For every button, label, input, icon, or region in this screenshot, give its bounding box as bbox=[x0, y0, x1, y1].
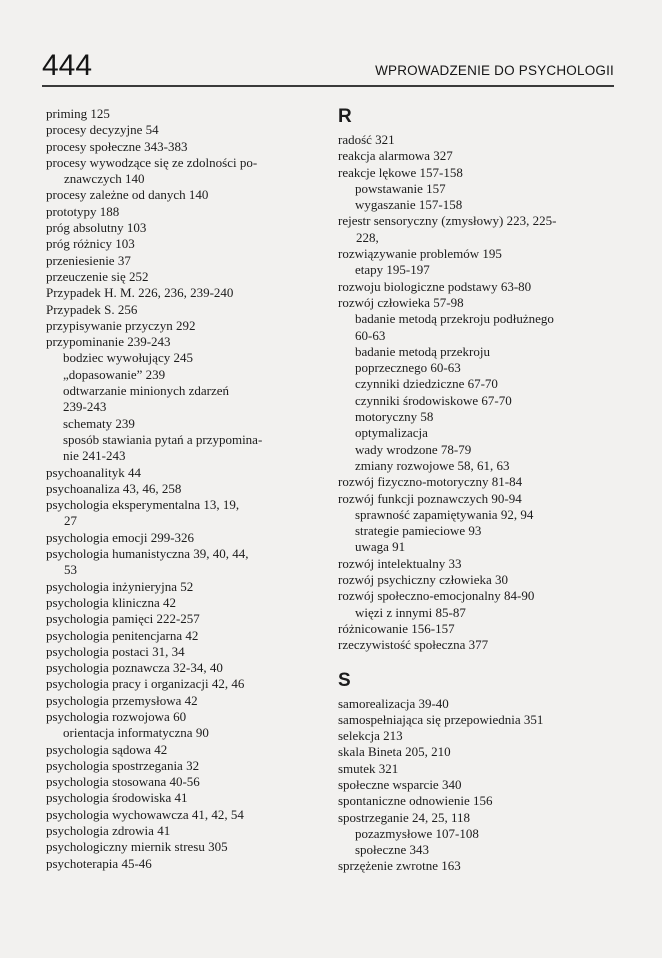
index-subentry: bodziec wywołujący 245 bbox=[63, 350, 193, 366]
index-entry: psychologia poznawcza 32-34, 40 bbox=[46, 660, 223, 676]
index-entry: próg absolutny 103 bbox=[46, 220, 147, 236]
index-subentry: 239-243 bbox=[63, 399, 107, 415]
index-entry: rejestr sensoryczny (zmysłowy) 223, 225- bbox=[338, 213, 557, 229]
index-subentry: czynniki dziedziczne 67-70 bbox=[355, 376, 498, 392]
index-subentry: orientacja informatyczna 90 bbox=[63, 725, 209, 741]
index-entry: psychologia penitencjarna 42 bbox=[46, 627, 199, 643]
index-entry: psychologia stosowana 40-56 bbox=[46, 774, 200, 790]
index-subentry: odtwarzanie minionych zdarzeń bbox=[63, 383, 230, 399]
index-entry: przeuczenie się 252 bbox=[46, 268, 149, 284]
index-subentry: poprzecznego 60-63 bbox=[355, 360, 461, 376]
index-entry: rozwój fizyczno-motoryczny 81-84 bbox=[338, 474, 523, 490]
index-entry: psychologia rozwojowa 60 bbox=[46, 708, 187, 724]
index-entry: reakcje lękowe 157-158 bbox=[338, 164, 463, 180]
index-column-right bbox=[338, 106, 614, 875]
index-subentry: badanie metodą przekroju podłużnego bbox=[355, 311, 554, 327]
index-entry: reakcja alarmowa 327 bbox=[338, 148, 453, 164]
index-entry: psychologia pracy i organizacji 42, 46 bbox=[46, 676, 245, 692]
index-entry: przypominanie 239-243 bbox=[46, 334, 171, 350]
index-entry-continuation: 27 bbox=[64, 513, 77, 529]
section-letter: R bbox=[338, 106, 352, 127]
index-entry: psychologia zdrowia 41 bbox=[46, 823, 171, 839]
index-subentry: schematy 239 bbox=[63, 415, 135, 431]
index-entry: spostrzeganie 24, 25, 118 bbox=[338, 809, 471, 825]
index-entry: sprzężenie zwrotne 163 bbox=[338, 858, 461, 874]
section-gap bbox=[338, 654, 614, 664]
index-entry: priming 125 bbox=[46, 106, 110, 121]
index-entry: przeniesienie 37 bbox=[46, 252, 131, 268]
index-entry: psychoterapia 45-46 bbox=[46, 855, 152, 871]
index-entry: selekcja 213 bbox=[338, 728, 403, 744]
index-entry: psychologiczny miernik stresu 305 bbox=[46, 839, 228, 855]
index-subentry: więzi z innymi 85-87 bbox=[355, 604, 466, 620]
index-subentry: powstawanie 157 bbox=[355, 180, 446, 196]
index-entry: samorealizacja 39-40 bbox=[338, 695, 449, 711]
index-entry: psychologia inżynieryjna 52 bbox=[46, 578, 194, 594]
index-entry: psychologia kliniczna 42 bbox=[46, 594, 176, 610]
index-entry: rozwój człowieka 57-98 bbox=[338, 294, 464, 310]
index-subentry: czynniki środowiskowe 67-70 bbox=[355, 392, 512, 408]
index-entry: psychologia środowiska 41 bbox=[46, 790, 188, 806]
index-entry: procesy społeczne 343-383 bbox=[46, 138, 188, 154]
index-entry: rozwój społeczno-emocjonalny 84-90 bbox=[338, 588, 535, 604]
index-entry: psychologia pamięci 222-257 bbox=[46, 611, 200, 627]
index-subentry: badanie metodą przekroju bbox=[355, 343, 490, 359]
index-entry-continuation: 53 bbox=[64, 562, 77, 578]
index-entry: skala Bineta 205, 210 bbox=[338, 744, 451, 760]
index-subentry: etapy 195-197 bbox=[355, 262, 430, 278]
index-entry: psychoanaliza 43, 46, 258 bbox=[46, 480, 182, 496]
index-column-left bbox=[46, 106, 318, 872]
index-entry: radość 321 bbox=[338, 132, 395, 147]
section-letter: S bbox=[338, 669, 351, 691]
index-entry: psychologia eksperymentalna 13, 19, bbox=[46, 497, 240, 513]
index-subentry: pozazmysłowe 107-108 bbox=[355, 825, 479, 841]
index-subentry: strategie pamieciowe 93 bbox=[355, 523, 482, 539]
index-subentry: społeczne 343 bbox=[355, 842, 430, 858]
index-entry: samospełniająca się przepowiednia 351 bbox=[338, 711, 544, 727]
header-rule bbox=[42, 85, 614, 87]
index-entry: psychologia spostrzegania 32 bbox=[46, 757, 200, 773]
index-entry: spontaniczne odnowienie 156 bbox=[338, 793, 493, 809]
index-subentry: uwaga 91 bbox=[355, 539, 406, 555]
index-entry: społeczne wsparcie 340 bbox=[338, 776, 462, 792]
index-subentry: wady wrodzone 78-79 bbox=[355, 441, 472, 457]
index-entry: Przypadek S. 256 bbox=[46, 301, 138, 317]
index-subentry: sprawność zapamiętywania 92, 94 bbox=[355, 506, 534, 522]
index-entry: rozwój psychiczny człowieka 30 bbox=[338, 572, 509, 588]
index-entry: psychologia humanistyczna 39, 40, 44, bbox=[46, 546, 249, 562]
index-entry: próg różnicy 103 bbox=[46, 236, 135, 252]
index-entry: procesy zależne od danych 140 bbox=[46, 187, 209, 203]
index-entry: rozwój intelektualny 33 bbox=[338, 555, 462, 571]
index-entry: psychologia wychowawcza 41, 42, 54 bbox=[46, 806, 244, 822]
index-entry-continuation: znawczych 140 bbox=[64, 171, 145, 187]
index-entry: psychologia postaci 31, 34 bbox=[46, 643, 185, 659]
index-entry: rozwiązywanie problemów 195 bbox=[338, 246, 502, 262]
index-entry-continuation: 228, bbox=[356, 229, 379, 245]
index-subentry: zmiany rozwojowe 58, 61, 63 bbox=[355, 457, 510, 473]
index-entry: różnicowanie 156-157 bbox=[338, 620, 455, 636]
running-head: WPROWADZENIE DO PSYCHOLOGII bbox=[375, 63, 614, 78]
page-number: 444 bbox=[42, 49, 93, 82]
index-entry: psychologia emocji 299-326 bbox=[46, 529, 195, 545]
index-entry: rozwój funkcji poznawczych 90-94 bbox=[338, 490, 522, 506]
index-subentry: „dopasowanie” 239 bbox=[63, 366, 166, 382]
index-entry: psychologia sądowa 42 bbox=[46, 741, 168, 757]
index-subentry: optymalizacja bbox=[355, 425, 428, 441]
index-entry: psychologia przemysłowa 42 bbox=[46, 692, 198, 708]
index-entry: Przypadek H. M. 226, 236, 239-240 bbox=[46, 285, 234, 301]
index-subentry: wygaszanie 157-158 bbox=[355, 197, 463, 213]
index-subentry: 60-63 bbox=[355, 327, 386, 343]
index-subentry: sposób stawiania pytań a przypomina- bbox=[63, 431, 263, 447]
index-entry: rozwoju biologiczne podstawy 63-80 bbox=[338, 278, 532, 294]
index-subentry: motoryczny 58 bbox=[355, 409, 434, 425]
index-entry: smutek 321 bbox=[338, 760, 399, 776]
index-entry: rzeczywistość społeczna 377 bbox=[338, 637, 489, 653]
index-entry: przypisywanie przyczyn 292 bbox=[46, 317, 196, 333]
index-entry: prototypy 188 bbox=[46, 203, 120, 219]
index-entry: procesy decyzyjne 54 bbox=[46, 122, 159, 138]
index-entry: procesy wywodzące się ze zdolności po- bbox=[46, 154, 258, 170]
index-entry: psychoanalityk 44 bbox=[46, 464, 141, 480]
index-subentry: nie 241-243 bbox=[63, 448, 126, 464]
